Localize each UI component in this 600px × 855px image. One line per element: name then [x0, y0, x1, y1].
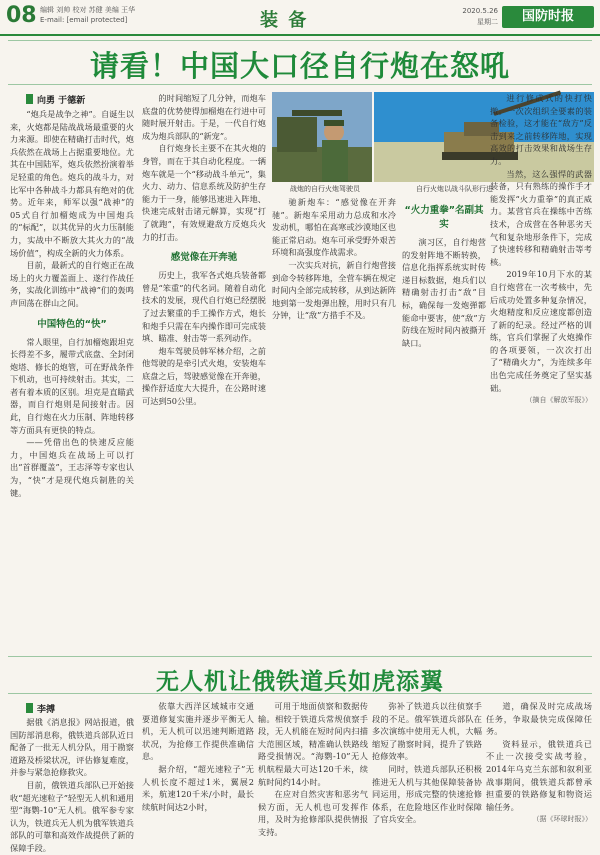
- email-line: E-mail: [email protected]: [40, 16, 128, 24]
- article1-column-1: [10, 108, 134, 653]
- paragraph: 历史上，我军各式炮兵装备都曾是“笨重”的代名词。随着自动化技术的发展，现代自行炮已经摆脱了过去繁重的手工操作方式，炮长和炮手只需在车内操作即可完成装填、瞄准、射击等一系列动作。: [142, 270, 266, 344]
- paragraph: 一次实兵对抗，新自行炮营接到命令转移阵地，全营车辆在规定时间内全部完成转移，从到达新阵地到第一发炮弹出膛，用时只有几分钟，让“敌”方措手不及。: [272, 259, 396, 321]
- article1-author: 向勇 于德新: [37, 96, 86, 106]
- paragraph: 当然，这么强悍的武器装备，只有熟练的操作手才能发挥“火力重拳”的真正威力。某营官兵在操练中苦练技术，合成营在各种恶劣天气和复杂地形条件下，完成了快速转移和精确射击等考核。: [490, 168, 592, 267]
- divider: [8, 40, 592, 41]
- section-title: 装 备: [260, 10, 309, 31]
- paragraph: 可用于地面侦察和数据传输。相较于铁道兵常规侦察手段，无人机能在短时间内扫描大范围区域，精准确认铁路线路受损情况。“海鹦-10”无人机航程最大可达120千米，续航时间约14小时。: [258, 701, 368, 787]
- article2-column-3: [258, 700, 368, 837]
- article2-column-1: [10, 716, 134, 853]
- article2-headline: 无人机让俄铁道兵如虎添翼: [156, 669, 444, 695]
- paragraph: 据俄《消息报》网站报道，俄国防部消息称，俄铁道兵部队近日配备了一批无人机分队，用于勘察道路及桥梁状况，评估修复难度，并参与紧急抢修救灾。: [10, 717, 134, 778]
- article2-column-2: [142, 700, 254, 826]
- article2-column-4: [372, 700, 482, 826]
- paragraph: 在应对自然灾害和恶劣气候方面，无人机也可发挥作用，及时为抢修部队提供情报支持。: [258, 789, 368, 837]
- paragraph: 据介绍，“超光速粒子”无人机长度不超过1米，翼展2米，航速120千米/小时，最长续航时间达2小时，: [142, 763, 254, 812]
- paragraph: 弥补了铁道兵以往侦察手段的不足。俄军铁道兵部队在多次演练中使用无人机，大幅缩短了勘察时间，提升了铁路抢修效率。: [372, 701, 482, 762]
- article2-author: 李搏: [37, 705, 56, 715]
- subheading: 感觉像在开奔驰: [170, 252, 238, 264]
- newspaper-logo: 国防时报: [502, 6, 594, 28]
- photo2-caption: 自行火炮以战斗队形行进: [416, 185, 493, 193]
- paragraph: 炮车驾驶员韩军林介绍，之前他驾驶的是牵引式火炮，安装炮车底盘之后，驾驶感觉像在开奔驰，操作舒适度大大提升，在公路时速可达到50公里。: [142, 345, 266, 407]
- editor-info: [40, 5, 135, 25]
- paragraph: 2019年10月下水的某自行炮营在一次考核中，先后成功处置多种复杂情况，火炮精度和反应速度都创造了新的纪录。经过严格的训练，官兵们掌握了火炮操作的各项要领，一次次打出了“精确火力”，为连续多年出色完成任务奠定了坚实基础。: [490, 269, 592, 393]
- article1-column-4: [490, 92, 592, 653]
- article1-headline: 请看！中国大口径自行炮在怒吼: [89, 49, 510, 83]
- paragraph: 资料显示，俄铁道兵已不止一次接受实战考验，2014年乌克兰东部和叙利亚战事期间，俄铁道兵都曾承担重要的铁路修复和物资运输任务。: [486, 738, 592, 812]
- paragraph: 进行修成式的快打快撤。一次次组织全要素的装备检验，这才能在“敌方”反击到来之前转移阵地，实现高效的打击效果和战场生存力。: [490, 93, 592, 166]
- weekday-text: 星期二: [477, 18, 498, 26]
- byline-marker-icon: [26, 94, 33, 104]
- soldier-photo: [272, 92, 372, 182]
- date-text: 2020.5.26: [462, 7, 498, 15]
- paragraph: 自行炮身长主要不在其火炮的身管，而在于其自动化程度。一辆炮车就是一个“移动战斗单元”，集火力、动力、信息系统及防护生存能力于一身，能够迅速进入阵地、快速完成射击诸元解算，实现“打了就跑”，有效规避敌方反炮兵火力的打击。: [142, 143, 266, 242]
- issue-date: [462, 6, 498, 28]
- paragraph: 目前，最新式的自行炮正在战场上的火力覆盖面上、遂行作战任务，实战化训练中“战神”们的轰鸣声回荡在群山之间。: [10, 260, 134, 308]
- paragraph: 常人眼里，自行加榴炮跟坦克长得差不多，履带式底盘、全封闭炮塔、修长的炮管，可在野战条件下机动，也可持续射击。其实，二者有着本质的区别。坦克是直瞄武器，而自行炮则是间接射击。因此，自行炮在火力压制、阵地转移等方面具有更快的特点。: [10, 336, 134, 435]
- article2-column-5: [486, 700, 592, 826]
- divider: [8, 84, 592, 85]
- paragraph: 的时间缩短了几分钟，而炮车底盘的优势使得加榴炮在行进中可随时展开射击。于是，一代自行炮成为炮兵部队的“新宠”。: [142, 93, 266, 141]
- paragraph: 道，确保及时完成战场任务，争取最快完成保障任务。: [486, 701, 592, 737]
- page-number: 08: [6, 3, 37, 28]
- paragraph: 依靠大西洋区域城市交通要道修复实施并逐步平衡无人机，无人机可以迅速判断道路状况，为抢修工作提供准确信息。: [142, 701, 254, 762]
- paragraph: 演习区，自行炮营的发射阵地不断转换，信息化指挥系统实时传递目标数据，炮兵们以精确射击打击“敌”目标，确保每一发炮弹都能命中要害，使“敌”方防线在短时间内被撕开缺口。: [402, 237, 486, 348]
- photo1-caption: 战炮的自行火炮驾驶员: [290, 185, 360, 193]
- masthead: [0, 0, 600, 36]
- subheading: 中国特色的“快”: [37, 318, 107, 330]
- paragraph: 目前，俄铁道兵部队已开始接收“超光速粒子”轻型无人机和通用型“海鹦-10”无人机。俄军参专家认为，铁道兵无人机为俄军铁道兵部队的可靠和高效作战提供了新的保障手段。: [10, 779, 134, 853]
- source-note: （据《环球时报》）: [532, 815, 592, 824]
- byline-marker-icon: [26, 703, 33, 713]
- article1-column-3b: [402, 196, 486, 653]
- source-note: （摘自《解放军报》）: [525, 396, 592, 405]
- article1-column-2: [142, 92, 266, 653]
- paragraph: 驰新炮车：“感觉像在开奔驰”。新炮车采用动力总成和水冷发动机，哪怕在高寒或沙漠地区也能正常启动。炮车可承受野外艰苦环境和高强度作战需求。: [272, 197, 396, 258]
- paragraph: ——凭借出色的快速反应能力，中国炮兵在战场上可以打出“首群覆盖”，王志泽等专家也认为，“快”才是现代炮兵制胜的关键。: [10, 437, 134, 498]
- paragraph: “炮兵是战争之神”。自诞生以来，火炮都是陆战战场最重要的火力来源。即使在精确打击时代，炮兵依然在战场上占据重要地位。尤其在中国陆军，炮兵依然扮演着举足轻重的角色。炮兵的战斗力，对比军中各种战斗力都具有绝对的优势。近年来，师军以强“战神”的05式自行加榴炮成为中国炮兵的“标配”，以其优异的火力压制能力，实战中不断放大其火力的“战场价值”，构成全新的火力体系。: [10, 109, 134, 258]
- article1-byline: [26, 93, 85, 106]
- article2-byline: [26, 702, 55, 715]
- editor-line: 编辑 刘帅 校对 苏健 美编 王华: [40, 6, 136, 14]
- subheading: “火力重拳”名副其实: [404, 205, 484, 230]
- article1-column-3: [272, 196, 396, 653]
- paragraph: 同时，铁道兵部队还积极推进无人机与其他保障装备协同运用，形成完整的快速抢修体系，在危险地区作业时保障了官兵安全。: [372, 763, 482, 825]
